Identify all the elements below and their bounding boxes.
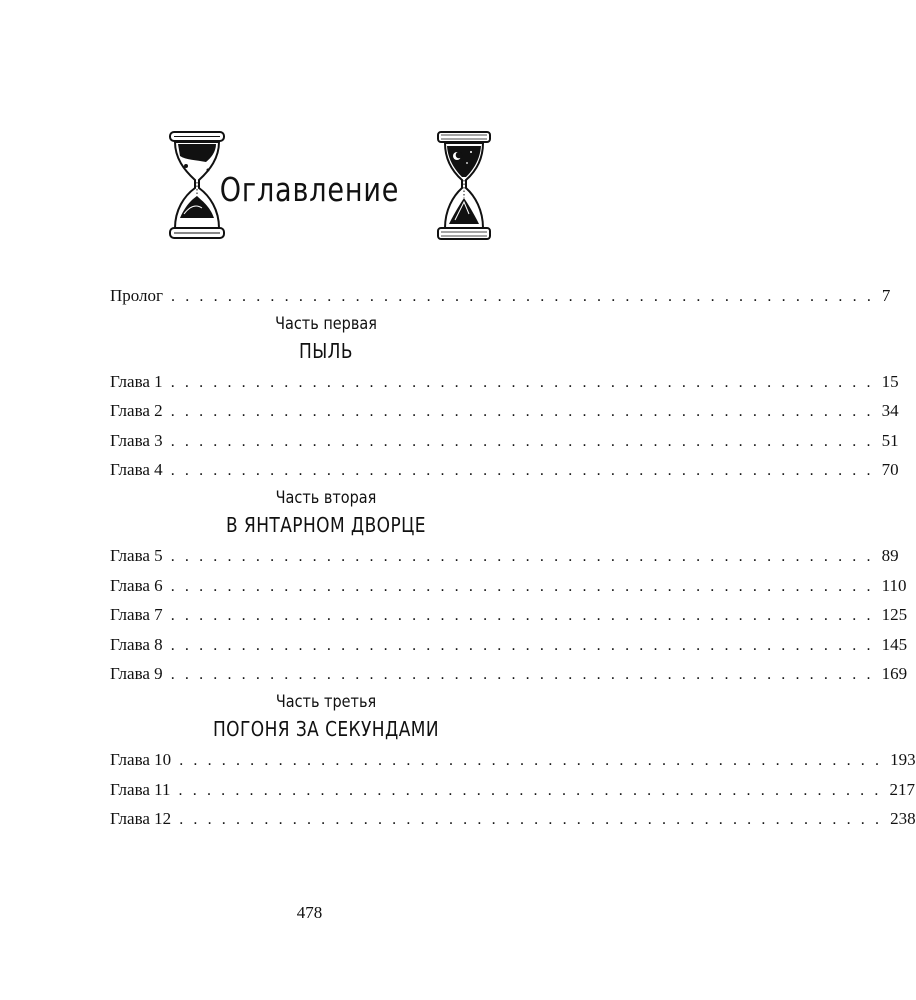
part-title: ПЫЛЬ [299, 338, 353, 363]
leader-dots: . . . . . . . . . . . . . . . . . . . . . . . . . . . . . . . . . . . . . . . . . . . . . . . . . . [171, 288, 874, 305]
part-heading-1 [110, 311, 542, 367]
toc-entry[interactable] [110, 571, 907, 601]
entry-page: 7 [881, 286, 891, 305]
entry-page: 51 [881, 430, 899, 450]
toc-entry[interactable] [110, 600, 908, 630]
toc-entry[interactable] [110, 426, 899, 456]
part-subtitle: Часть первая [275, 313, 377, 334]
toc-entry[interactable] [110, 775, 915, 805]
toc-entry[interactable] [110, 541, 899, 571]
leader-dots: . . . . . . . . . . . . . . . . . . . . . . . . . . . . . . . . . . . . . . . . . . . . . . . . . . [179, 811, 883, 829]
toc-entry[interactable] [110, 396, 899, 426]
toc-entry[interactable] [110, 367, 899, 397]
part-title: В ЯНТАРНОМ ДВОРЦЕ [226, 512, 426, 537]
entry-page: 70 [881, 460, 899, 480]
toc-entry[interactable] [110, 659, 908, 689]
part-title: ПОГОНЯ ЗА СЕКУНДАМИ [212, 716, 440, 741]
entry-page: 15 [881, 371, 899, 391]
entry-label: Глава 12 [110, 809, 172, 829]
toc-entry[interactable] [110, 804, 916, 834]
leader-dots: . . . . . . . . . . . . . . . . . . . . . . . . . . . . . . . . . . . . . . . . . . . . . . . . . . [170, 373, 874, 391]
entry-label: Глава 10 [110, 749, 172, 769]
entry-page: 217 [889, 779, 915, 799]
entry-label: Глава 6 [110, 575, 163, 595]
leader-dots: . . . . . . . . . . . . . . . . . . . . . . . . . . . . . . . . . . . . . . . . . . . . . . . . . . [170, 577, 874, 595]
leader-dots: . . . . . . . . . . . . . . . . . . . . . . . . . . . . . . . . . . . . . . . . . . . . . . . . . . [170, 547, 874, 565]
entry-label: Глава 1 [110, 371, 163, 391]
entry-page: 193 [890, 749, 916, 769]
leader-dots: . . . . . . . . . . . . . . . . . . . . . . . . . . . . . . . . . . . . . . . . . . . . . . . . . . [170, 403, 874, 421]
entry-label: Глава 9 [110, 664, 163, 684]
table-of-contents [110, 281, 916, 834]
entry-page: 125 [881, 605, 908, 625]
page-number: 478 [296, 903, 323, 922]
entry-page: 89 [881, 545, 899, 565]
entry-page: 110 [881, 575, 907, 595]
toc-entry[interactable] [110, 745, 916, 775]
leader-dots: . . . . . . . . . . . . . . . . . . . . . . . . . . . . . . . . . . . . . . . . . . . . . . . . . . [170, 462, 874, 480]
entry-page: 169 [881, 664, 908, 684]
toc-entry[interactable] [110, 455, 899, 485]
part-subtitle: Часть вторая [275, 487, 377, 508]
part-subtitle: Часть третья [275, 691, 377, 712]
entry-label: Глава 7 [110, 605, 163, 625]
entry-label: Пролог [110, 286, 164, 305]
entry-page: 238 [890, 809, 916, 829]
hourglass-icon [433, 130, 495, 242]
toc-entry[interactable] [110, 630, 908, 660]
entry-label: Глава 11 [110, 779, 171, 799]
leader-dots: . . . . . . . . . . . . . . . . . . . . . . . . . . . . . . . . . . . . . . . . . . . . . . . . . . [170, 636, 874, 654]
leader-dots: . . . . . . . . . . . . . . . . . . . . . . . . . . . . . . . . . . . . . . . . . . . . . . . . . . [170, 432, 874, 450]
entry-label: Глава 8 [110, 634, 163, 654]
toc-title: Оглавление [219, 170, 400, 209]
leader-dots: . . . . . . . . . . . . . . . . . . . . . . . . . . . . . . . . . . . . . . . . . . . . . . . . . . [170, 666, 874, 684]
entry-label: Глава 3 [110, 430, 163, 450]
entry-label: Глава 2 [110, 401, 163, 421]
part-heading-3 [110, 689, 542, 745]
toc-entry-prologue[interactable] [110, 281, 891, 311]
leader-dots: . . . . . . . . . . . . . . . . . . . . . . . . . . . . . . . . . . . . . . . . . . . . . . . . . . [178, 781, 882, 799]
entry-page: 34 [881, 401, 899, 421]
part-heading-2 [110, 485, 542, 541]
entry-label: Глава 4 [110, 460, 163, 480]
toc-header [0, 130, 619, 245]
leader-dots: . . . . . . . . . . . . . . . . . . . . . . . . . . . . . . . . . . . . . . . . . . . . . . . . . . [170, 607, 874, 625]
entry-label: Глава 5 [110, 545, 163, 565]
leader-dots: . . . . . . . . . . . . . . . . . . . . . . . . . . . . . . . . . . . . . . . . . . . . . . . . . . [179, 751, 883, 769]
entry-page: 145 [881, 634, 908, 654]
